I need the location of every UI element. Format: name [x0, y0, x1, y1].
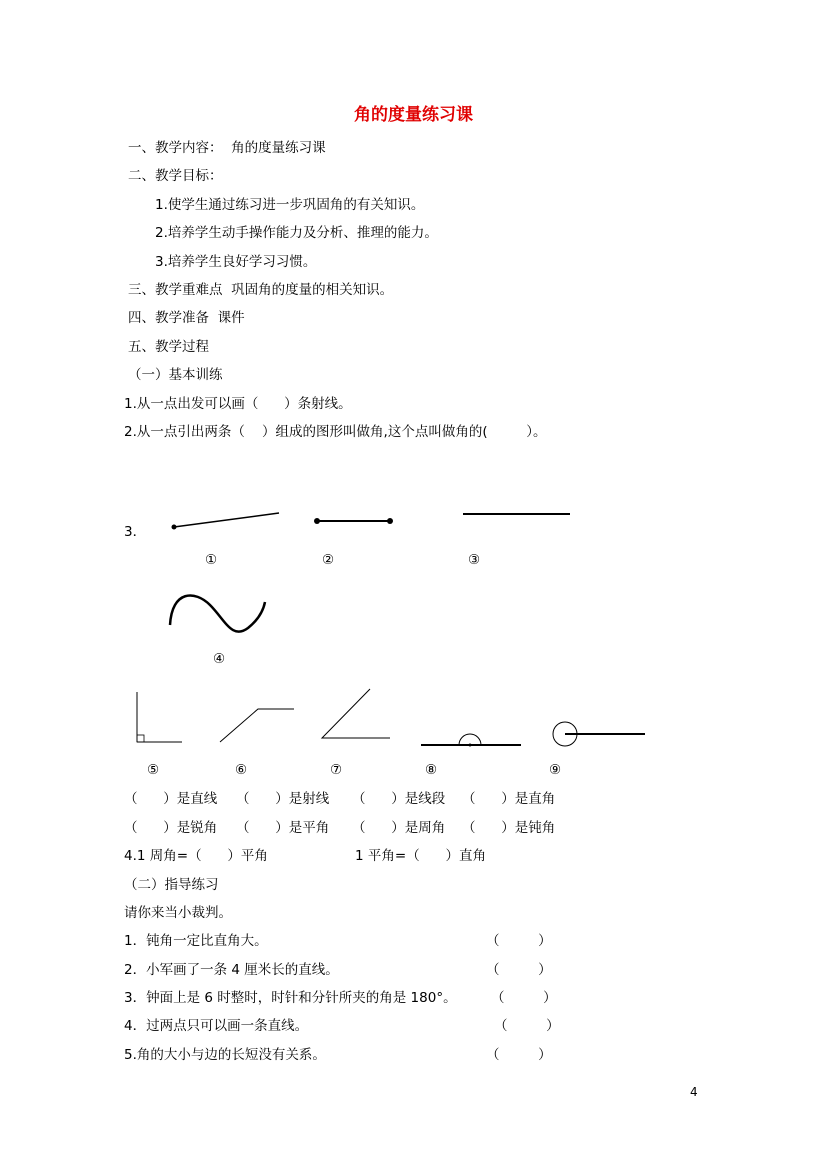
judge-item-3: 3．钟面上是 6 时整时，时针和分针所夹的角是 180°。	[124, 990, 457, 1006]
figure-2-segment	[314, 518, 393, 524]
judge-item-1: 1．钝角一定比直角大。	[124, 933, 268, 949]
goal-2: 2.培养学生动手操作能力及分析、推理的能力。	[155, 225, 438, 241]
goal-1: 1.使学生通过练习进一步巩固角的有关知识。	[155, 197, 425, 213]
figure-label-4: ④	[213, 651, 226, 667]
figure-4-curve	[170, 595, 265, 631]
question-4b: 1 平角=（ ）直角	[355, 848, 486, 864]
question-3-label: 3．	[124, 524, 147, 540]
figure-1-ray	[172, 513, 280, 530]
figure-6-obtuse-angle	[220, 709, 294, 742]
teaching-goals-heading: 二、教学目标：	[128, 168, 223, 184]
figure-8-straight-angle	[421, 734, 521, 747]
question-1: 1.从一点出发可以画（ ）条射线。	[124, 396, 352, 412]
guided-practice-heading: （二）指导练习	[124, 877, 219, 893]
answer-ray: （ ）是射线	[236, 791, 330, 807]
figure-label-8: ⑧	[425, 762, 438, 778]
answer-acute-angle: （ ）是锐角	[124, 820, 218, 836]
judge-intro: 请你来当小裁判。	[124, 905, 232, 921]
page-number: 4	[690, 1085, 698, 1099]
answer-segment: （ ）是线段	[352, 791, 446, 807]
answer-full-angle: （ ）是周角	[352, 820, 446, 836]
figure-label-2: ②	[322, 552, 335, 568]
figure-label-3: ③	[468, 552, 481, 568]
answer-straight-line: （ ）是直线	[124, 791, 218, 807]
figure-label-1: ①	[205, 552, 218, 568]
teaching-content: 一、教学内容： 角的度量练习课	[128, 140, 326, 156]
judge-item-4: 4．过两点只可以画一条直线。	[124, 1018, 309, 1034]
figure-label-9: ⑨	[549, 762, 562, 778]
goal-3: 3.培养学生良好学习习惯。	[155, 254, 317, 270]
teaching-preparation: 四、教学准备 课件	[128, 310, 245, 326]
judge-paren-5: （ ）	[486, 1047, 552, 1063]
answer-right-angle: （ ）是直角	[462, 791, 556, 807]
judge-item-5: 5.角的大小与边的长短没有关系。	[124, 1047, 326, 1063]
question-2: 2.从一点引出两条（ ）组成的图形叫做角,这个点叫做角的( ）。	[124, 424, 547, 440]
figure-7-acute-angle	[322, 689, 390, 738]
answer-straight-angle: （ ）是平角	[236, 820, 330, 836]
judge-paren-2: （ ）	[486, 962, 552, 978]
judge-paren-4: （ ）	[494, 1018, 560, 1034]
basic-training-heading: （一）基本训练	[128, 367, 223, 383]
teaching-process: 五、教学过程	[128, 339, 209, 355]
figure-label-6: ⑥	[235, 762, 248, 778]
figure-9-full-angle	[553, 722, 645, 746]
question-4a: 4.1 周角=（ ）平角	[124, 848, 268, 864]
judge-item-2: 2．小军画了一条 4 厘米长的直线。	[124, 962, 339, 978]
figure-5-right-angle	[137, 692, 182, 742]
answer-obtuse-angle: （ ）是钝角	[462, 820, 556, 836]
judge-paren-1: （ ）	[486, 933, 552, 949]
document-title: 角的度量练习课	[354, 105, 473, 125]
figure-label-7: ⑦	[330, 762, 343, 778]
figure-label-5: ⑤	[147, 762, 160, 778]
judge-paren-3: （ ）	[491, 990, 557, 1006]
key-points: 三、教学重难点 巩固角的度量的相关知识。	[128, 282, 394, 298]
